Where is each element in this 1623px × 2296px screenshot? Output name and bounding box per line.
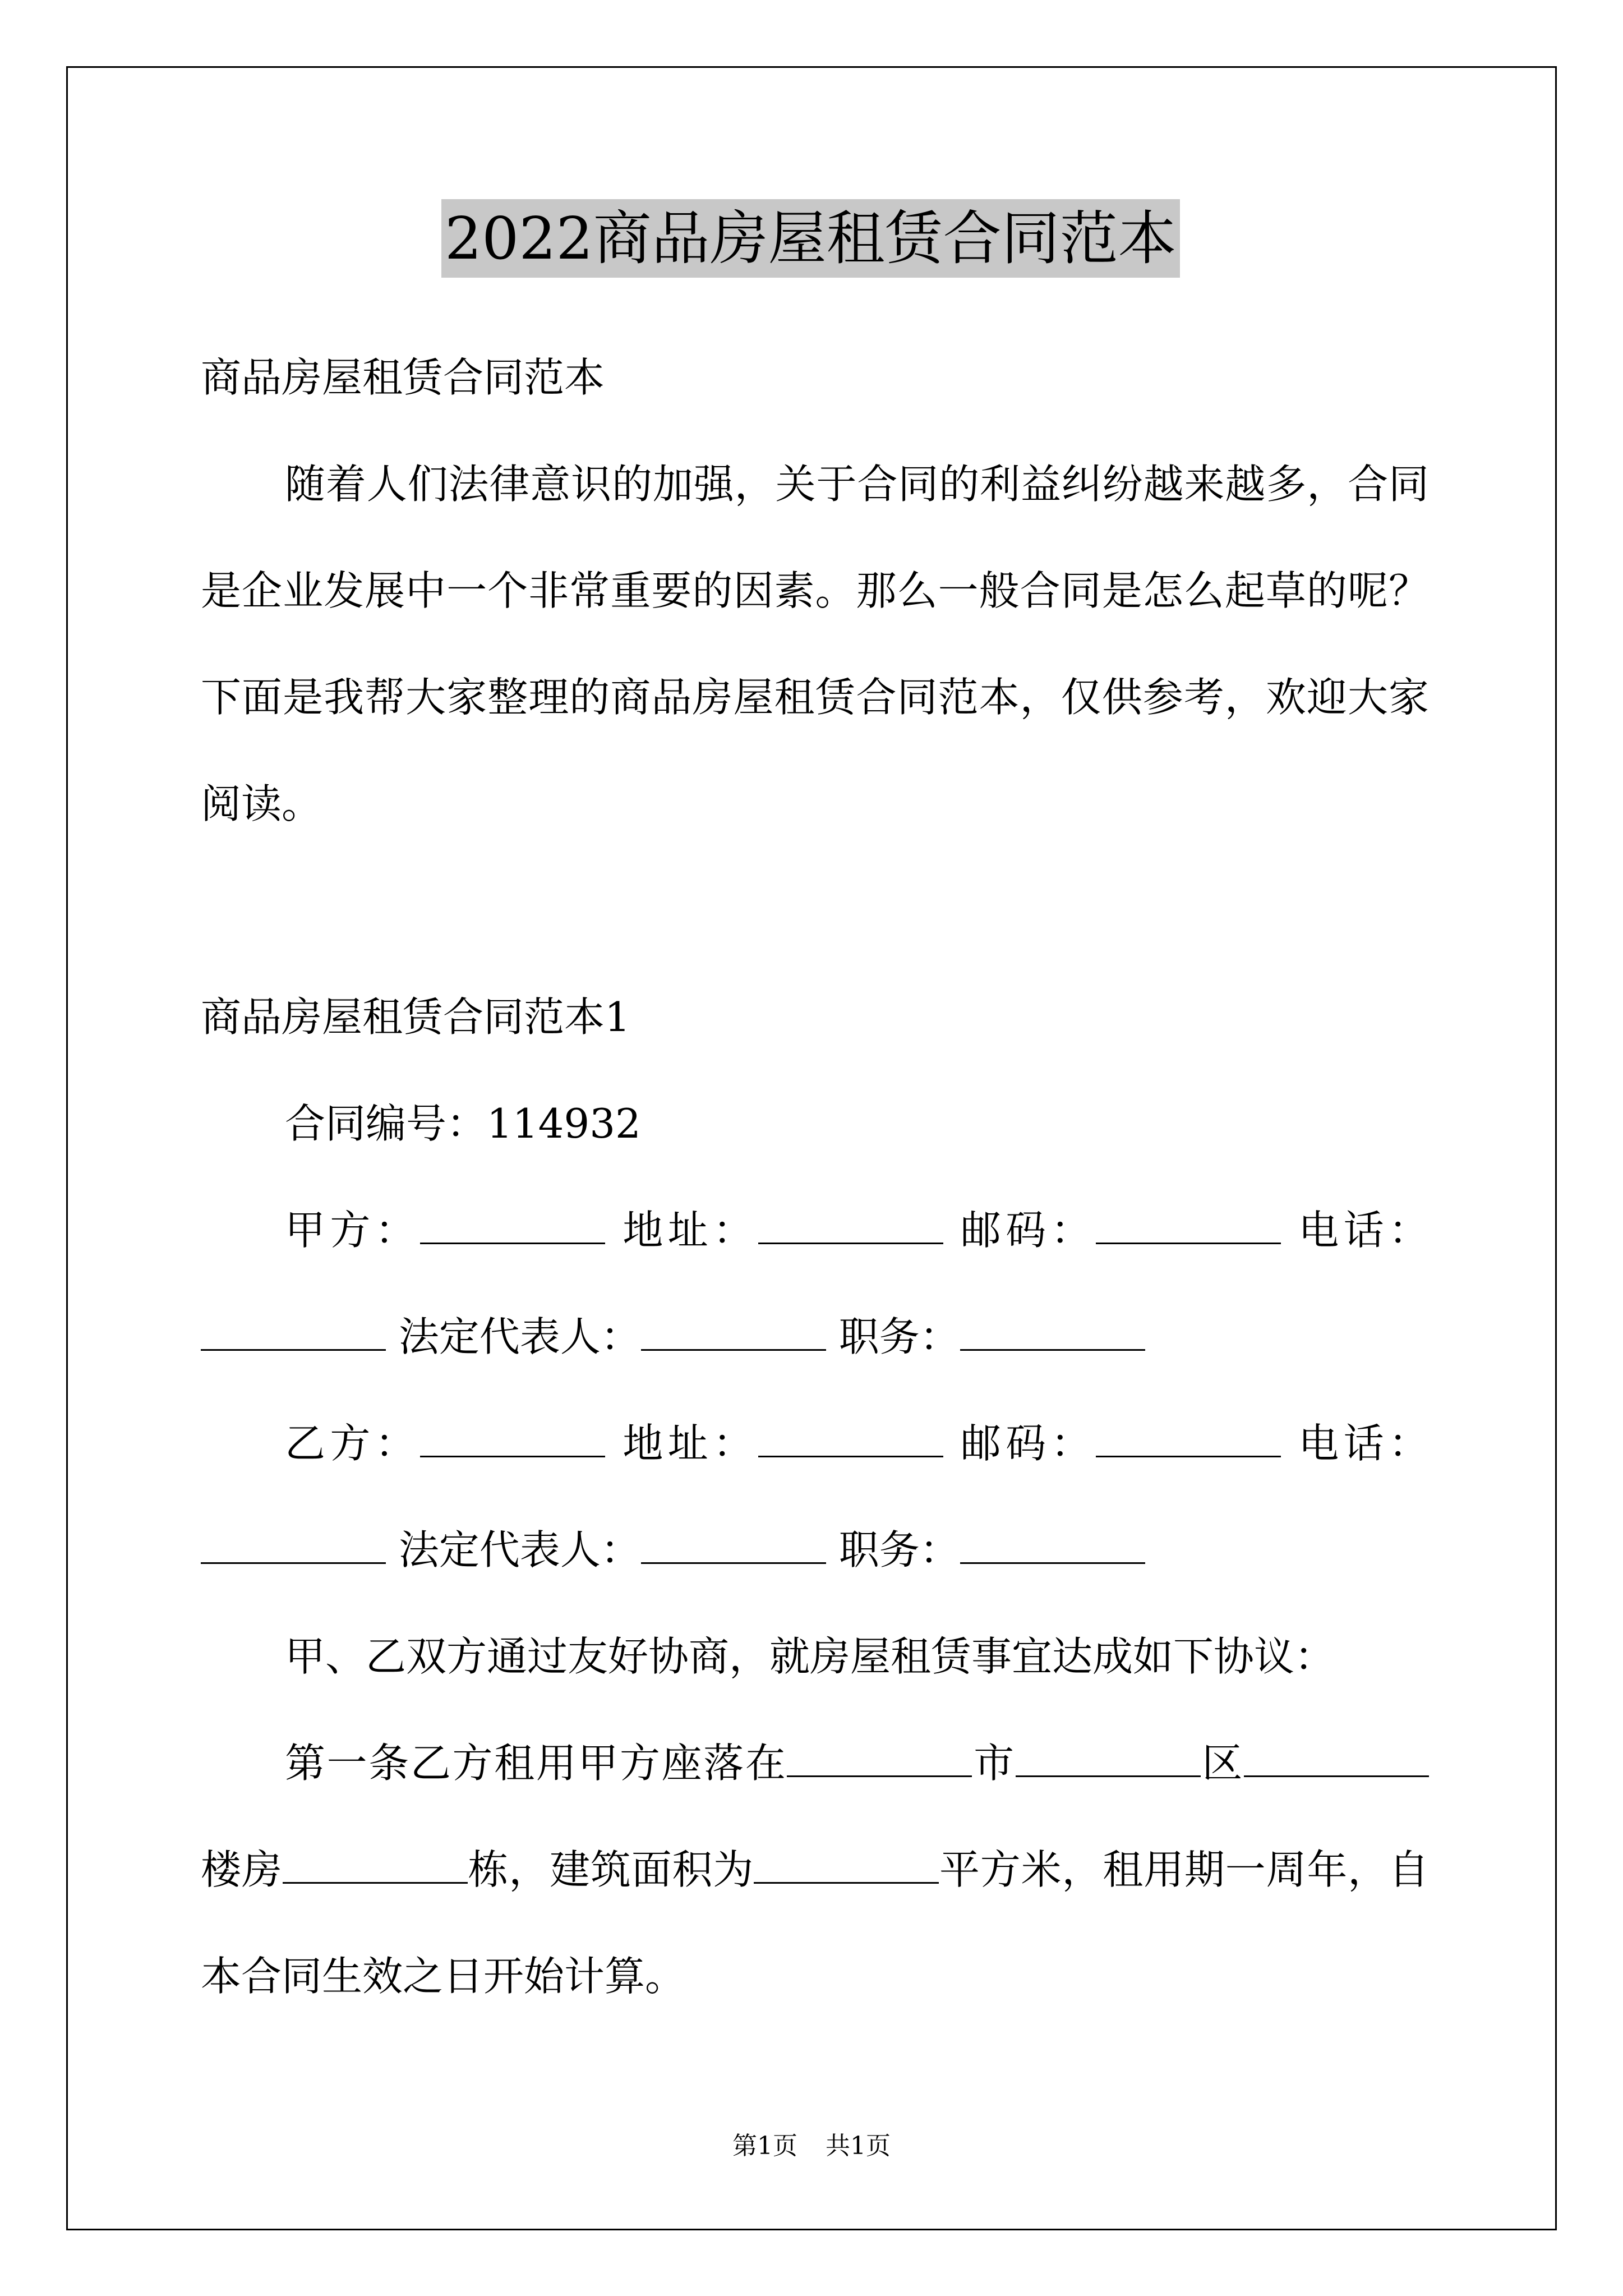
party-a-phone-label: 电话： bbox=[1298, 1207, 1429, 1254]
party-b-phone-blank[interactable] bbox=[201, 1526, 386, 1564]
article-1-area-blank[interactable] bbox=[754, 1846, 939, 1884]
page-footer bbox=[0, 2129, 1623, 2163]
agreement-line: 甲、乙双方通过友好协商，就房屋租赁事宜达成如下协议： bbox=[285, 1633, 1335, 1680]
article-1-street-blank[interactable] bbox=[1244, 1739, 1429, 1777]
party-b-legal-rep-blank[interactable] bbox=[641, 1526, 826, 1564]
article-1-building-prefix: 楼房 bbox=[201, 1846, 283, 1893]
party-a-address-label: 地址： bbox=[623, 1207, 758, 1254]
party-a-address-blank[interactable] bbox=[758, 1206, 943, 1244]
party-b-address-blank[interactable] bbox=[758, 1419, 943, 1457]
party-a-legal-rep-blank[interactable] bbox=[641, 1313, 826, 1351]
party-b-label: 乙方： bbox=[285, 1420, 421, 1467]
article-1-city-label: 市 bbox=[972, 1740, 1016, 1787]
article-1-line-2 bbox=[201, 1836, 1429, 1903]
party-a-postcode-label: 邮码： bbox=[960, 1207, 1096, 1254]
party-a-phone-blank[interactable] bbox=[201, 1313, 386, 1351]
party-a-legal-rep-label: 法定代表人： bbox=[398, 1313, 641, 1360]
party-a-line-1 bbox=[285, 1197, 1429, 1264]
intro-line-2: 是企业发展中一个非常重要的因素。那么一般合同是怎么起草的呢？ bbox=[201, 567, 1429, 614]
party-a-position-label: 职务： bbox=[838, 1313, 960, 1360]
article-1-district-label: 区 bbox=[1200, 1740, 1244, 1787]
party-b-phone-label: 电话： bbox=[1298, 1420, 1429, 1467]
party-b-address-label: 地址： bbox=[623, 1420, 758, 1467]
article-1-line-3: 本合同生效之日开始计算。 bbox=[201, 1953, 686, 2000]
article-1-building-blank[interactable] bbox=[283, 1846, 468, 1884]
party-b-legal-rep-label: 法定代表人： bbox=[398, 1526, 641, 1573]
party-a-name-blank[interactable] bbox=[420, 1206, 605, 1244]
article-1-district-blank[interactable] bbox=[1016, 1739, 1201, 1777]
document-title: 2022商品房屋租赁合同范本 bbox=[441, 199, 1180, 278]
article-1-city-blank[interactable] bbox=[787, 1739, 972, 1777]
subtitle: 商品房屋租赁合同范本 bbox=[201, 354, 605, 401]
party-b-position-label: 职务： bbox=[838, 1526, 960, 1573]
article-1-line-1 bbox=[285, 1729, 1429, 1797]
article-1-text: 第一条乙方租用甲方座落在 bbox=[285, 1740, 787, 1787]
intro-line-4: 阅读。 bbox=[201, 780, 322, 827]
party-a-label: 甲方： bbox=[285, 1207, 421, 1254]
party-b-postcode-label: 邮码： bbox=[960, 1420, 1096, 1467]
party-a-line-2 bbox=[201, 1303, 1145, 1370]
party-b-line-2 bbox=[201, 1516, 1145, 1584]
party-b-line-1 bbox=[285, 1410, 1429, 1477]
page-number-total: 共1页 bbox=[826, 2132, 891, 2160]
party-b-name-blank[interactable] bbox=[420, 1419, 605, 1457]
party-a-position-blank[interactable] bbox=[960, 1313, 1145, 1351]
party-b-position-blank[interactable] bbox=[960, 1526, 1145, 1564]
party-b-postcode-blank[interactable] bbox=[1096, 1419, 1281, 1457]
party-a-postcode-blank[interactable] bbox=[1096, 1206, 1281, 1244]
article-1-area-suffix: 平方米，租用期一周年，自 bbox=[939, 1846, 1429, 1893]
section-heading: 商品房屋租赁合同范本1 bbox=[201, 993, 630, 1041]
contract-number: 合同编号：114932 bbox=[285, 1100, 641, 1147]
page-number-current: 第1页 bbox=[732, 2132, 797, 2160]
intro-line-1: 随着人们法律意识的加强，关于合同的利益纠纷越来越多，合同 bbox=[285, 461, 1429, 508]
intro-line-3: 下面是我帮大家整理的商品房屋租赁合同范本，仅供参考，欢迎大家 bbox=[201, 674, 1429, 721]
article-1-building-suffix: 栋，建筑面积为 bbox=[467, 1846, 754, 1893]
